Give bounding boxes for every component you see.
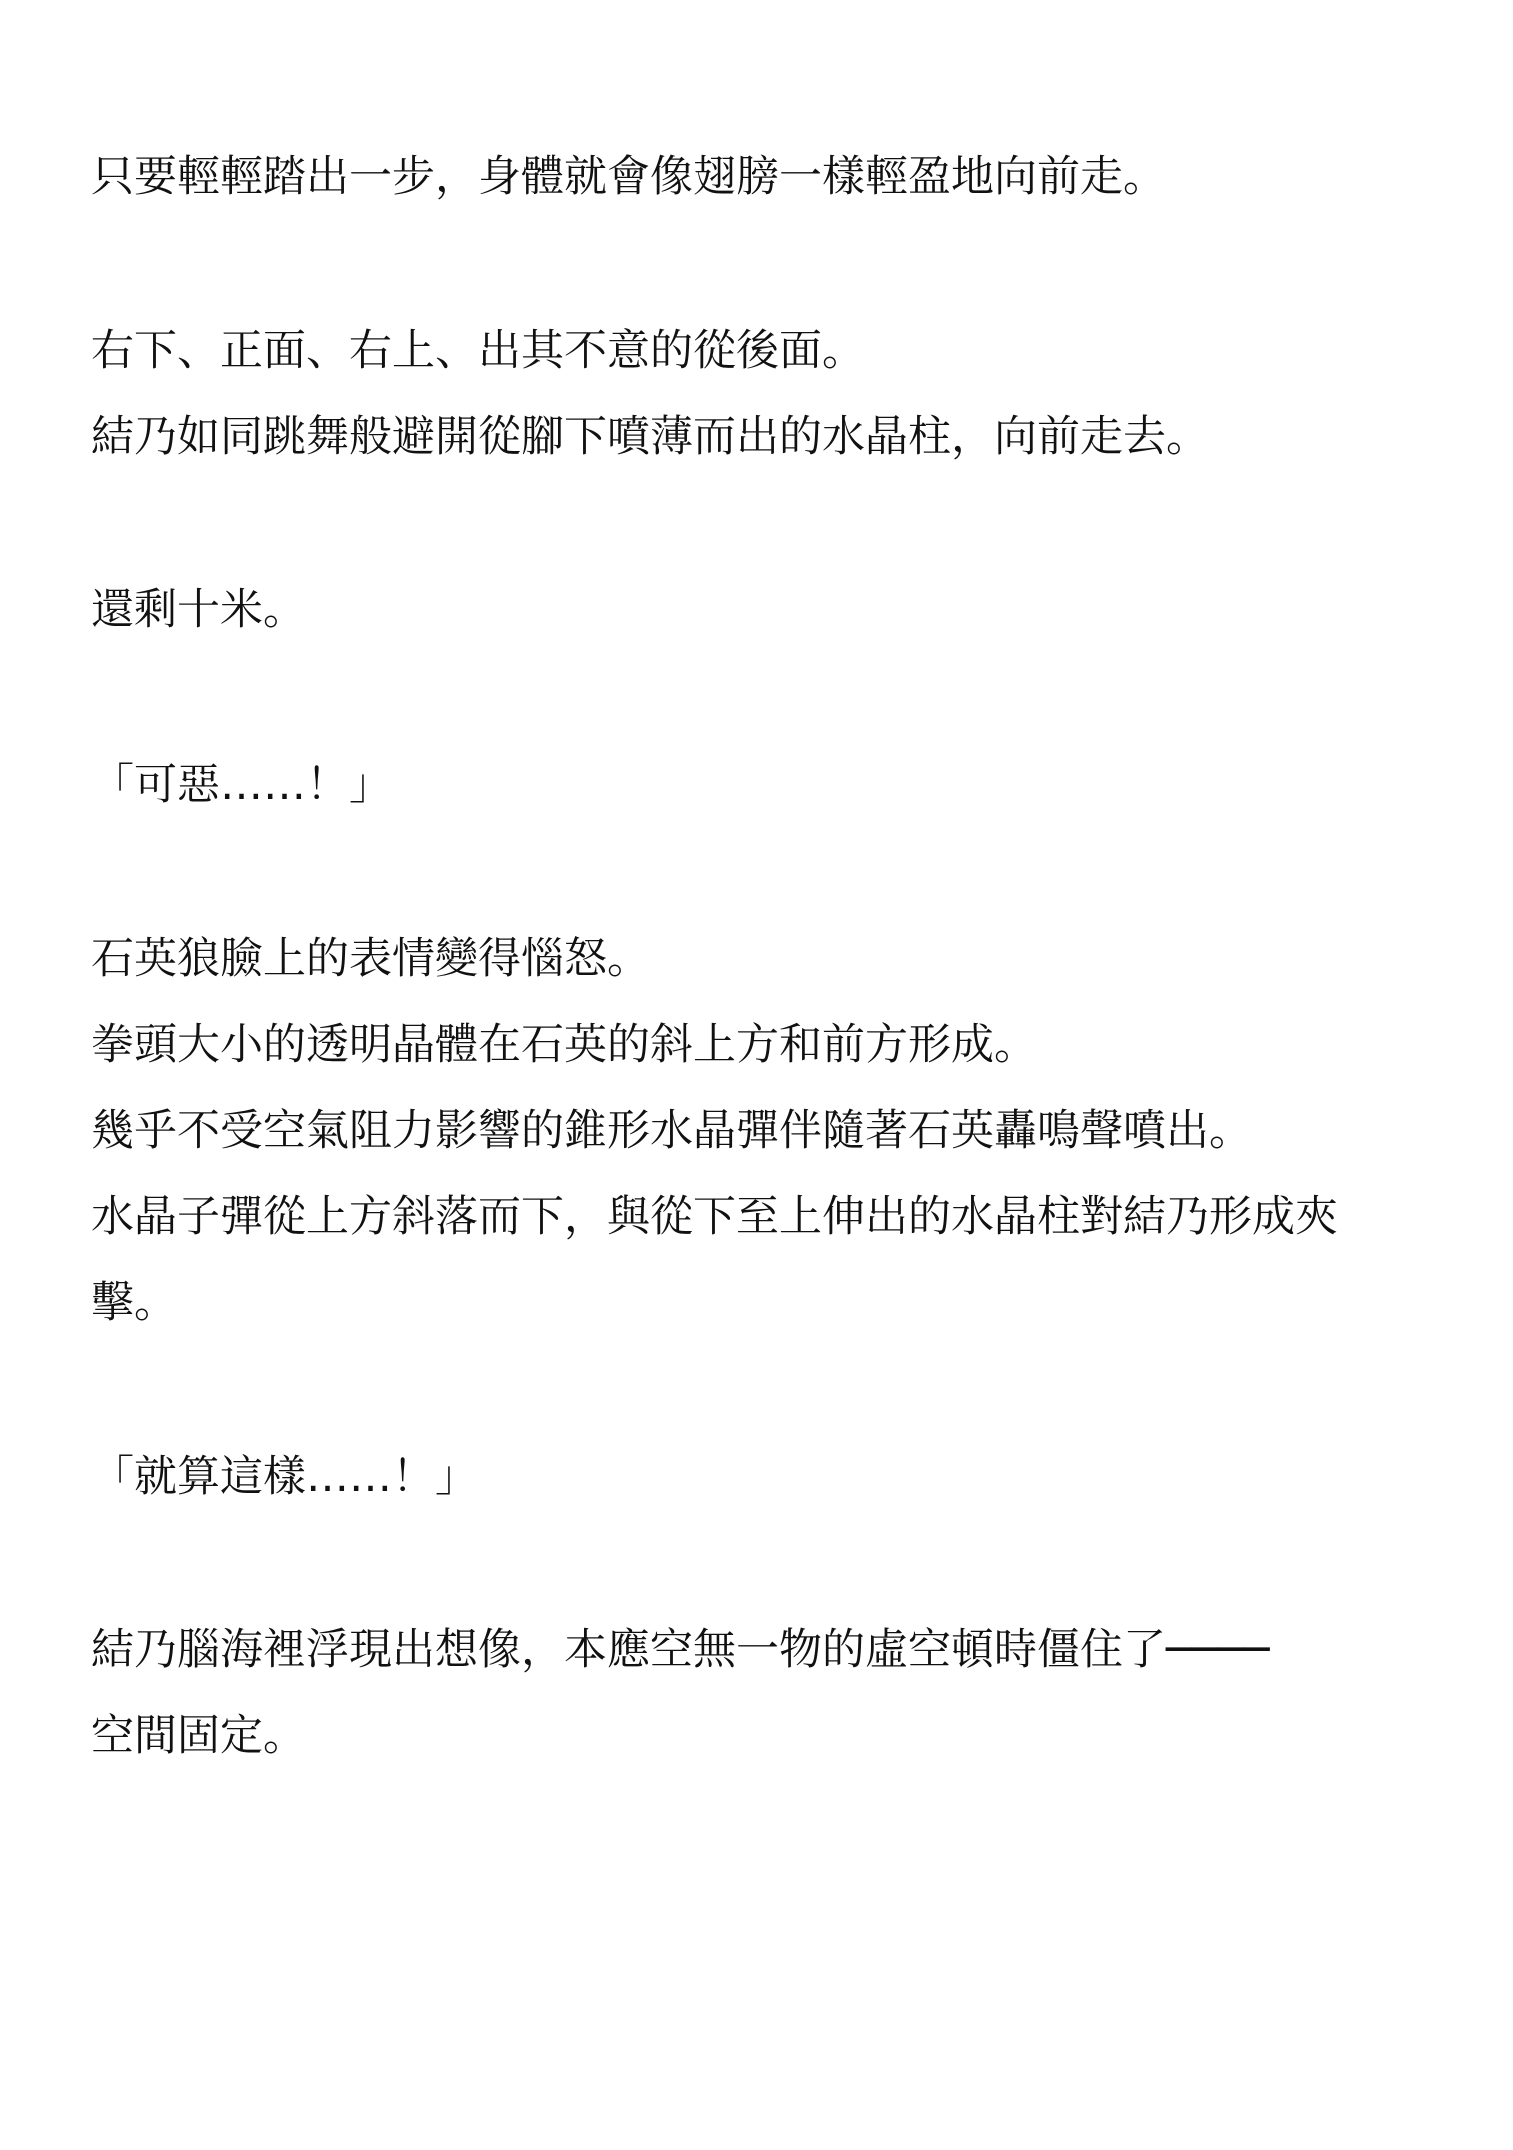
paragraph-line: 只要輕輕踏出一步，身體就會像翅膀一樣輕盈地向前走。 (91, 152, 1166, 202)
paragraph-line: 拳頭大小的透明晶體在石英的斜上方和前方形成。 (91, 1020, 1037, 1070)
paragraph-line: 結乃如同跳舞般避開從腳下噴薄而出的水晶柱，向前走去。 (91, 412, 1209, 462)
paragraph-line: 空間固定。 (91, 1711, 306, 1761)
dialogue-line: 「就算這樣……！」 (91, 1452, 478, 1502)
paragraph-line: 右下、正面、右上、出其不意的從後面。 (91, 326, 865, 376)
dialogue-line: 「可惡……！」 (91, 760, 392, 810)
paragraph-line: 幾乎不受空氣阻力影響的錐形水晶彈伴隨著石英轟鳴聲噴出。 (91, 1106, 1252, 1156)
paragraph-line: 水晶子彈從上方斜落而下，與從下至上伸出的水晶柱對結乃形成夾 (91, 1192, 1338, 1242)
paragraph-line: 結乃腦海裡浮現出想像，本應空無一物的虛空頓時僵住了──── (91, 1625, 1270, 1675)
paragraph-line: 石英狼臉上的表情變得惱怒。 (91, 934, 650, 984)
paragraph-line: 擊。 (91, 1278, 177, 1328)
paragraph-line: 還剩十米。 (91, 585, 306, 635)
